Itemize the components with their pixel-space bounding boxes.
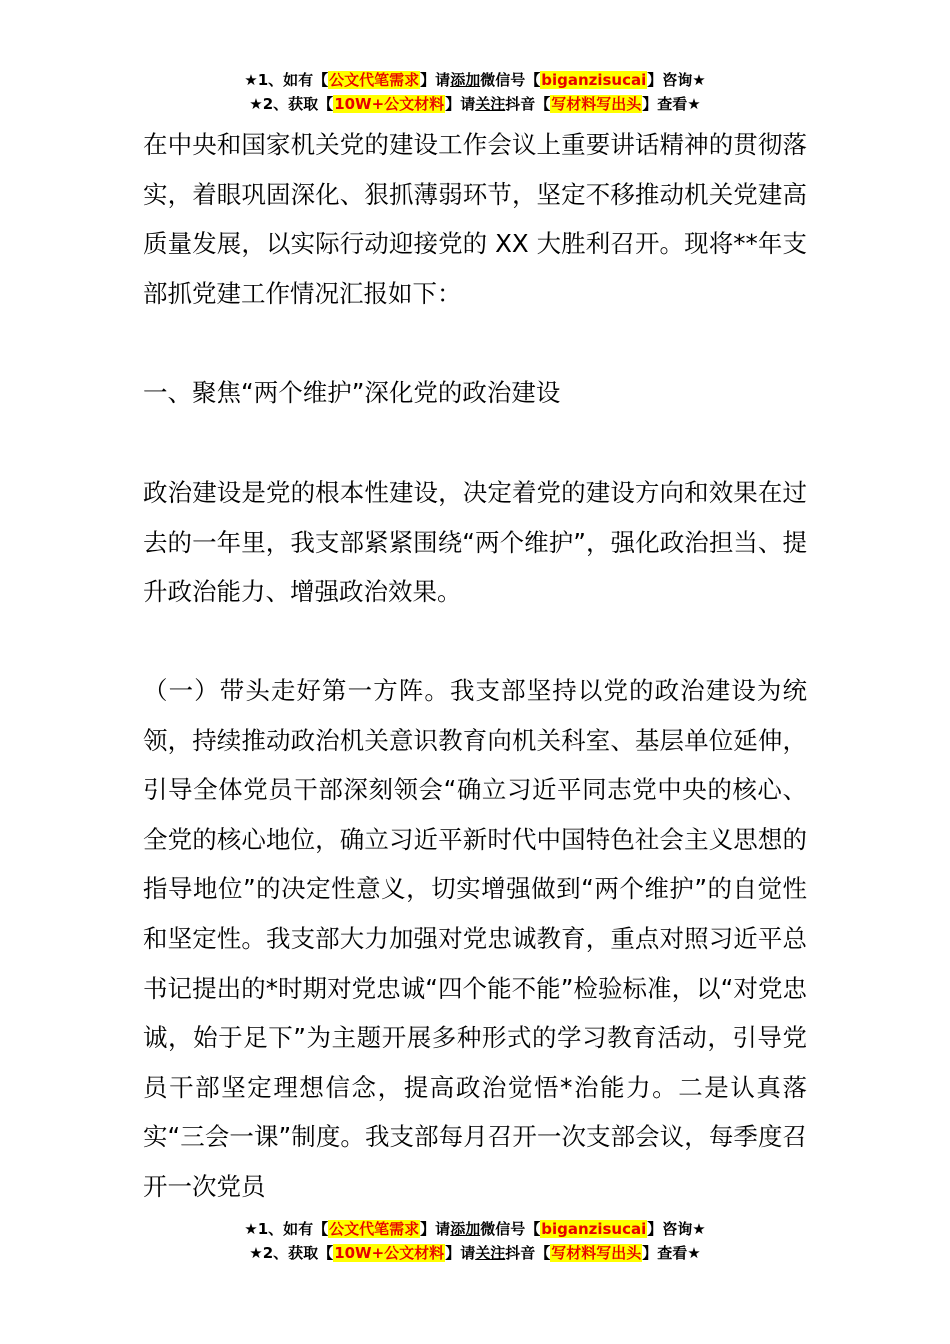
banner-underlined: 添加 <box>450 1220 481 1238</box>
banner-line-2 <box>0 92 950 116</box>
banner-underlined: 添加 <box>450 71 481 89</box>
banner-text: 微信号【 <box>480 71 541 89</box>
banner-text: 抖音【 <box>505 95 551 113</box>
footer-banner <box>0 1217 950 1265</box>
banner-text: 】请 <box>445 95 476 113</box>
banner-text: ★2、获取【 <box>249 1244 334 1262</box>
banner-highlight: 写材料写出头 <box>551 95 642 113</box>
banner-highlight: 10W+公文材料 <box>334 1244 445 1262</box>
banner-text: 】请 <box>420 71 451 89</box>
section-heading-text: 一、聚焦“两个维护”深化党的政治建设 <box>143 378 561 407</box>
banner-text: 微信号【 <box>480 1220 541 1238</box>
banner-text: 】咨询★ <box>647 1220 706 1238</box>
banner-text: 抖音【 <box>505 1244 551 1262</box>
banner-text: 】咨询★ <box>647 71 706 89</box>
banner-text: 】请 <box>445 1244 476 1262</box>
banner-highlight: biganzisucai <box>541 1220 647 1238</box>
banner-underlined: 关注 <box>475 95 506 113</box>
banner-underlined: 关注 <box>475 1244 506 1262</box>
banner-line-1 <box>0 1217 950 1241</box>
banner-highlight: biganzisucai <box>541 71 647 89</box>
banner-line-2 <box>0 1241 950 1265</box>
banner-text: 】请 <box>420 1220 451 1238</box>
banner-text: ★1、如有【 <box>244 71 329 89</box>
header-banner <box>0 68 950 116</box>
banner-highlight: 10W+公文材料 <box>334 95 445 113</box>
body-paragraph-1 <box>143 468 807 617</box>
paragraph-text: 政治建设是党的根本性建设，决定着党的建设方向和效果在过去的一年里，我支部紧紧围绕“两个维护”，强化政治担当、提升政治能力、增强政治效果。 <box>143 478 807 607</box>
paragraph-text: （一）带头走好第一方阵。我支部坚持以党的政治建设为统领，持续推动政治机关意识教育向机关科室、基层单位延伸，引导全体党员干部深刻领会“确立习近平同志党中央的核心、全党的核心地位，确立习近平新时代中国特色社会主义思想的指导地位”的决定性意义，切实增强做到“两个维护”的自觉性和坚定性。我支部大力加强对党忠诚教育，重点对照习近平总书记提出的*时期对党忠诚“四个能不能”检验标准，以“对党忠诚，始于足下”为主题开展多种形式的学习教育活动，引导党员干部坚定理想信念，提高政治觉悟*治能力。二是认真落实“三会一课”制度。我支部每月召开一次支部会议，每季度召开一次党员 <box>143 676 807 1201</box>
intro-text: 在中央和国家机关党的建设工作会议上重要讲话精神的贯彻落实，着眼巩固深化、狠抓薄弱环节，坚定不移推动机关党建高质量发展，以实际行动迎接党的 XX 大胜利召开。现将**年支部抓党建工作情况汇报如下： <box>143 130 807 308</box>
banner-highlight: 公文代笔需求 <box>329 1220 420 1238</box>
banner-text: ★2、获取【 <box>249 95 334 113</box>
banner-line-1 <box>0 68 950 92</box>
banner-text: ★1、如有【 <box>244 1220 329 1238</box>
banner-text: 】查看★ <box>642 1244 701 1262</box>
banner-highlight: 公文代笔需求 <box>329 71 420 89</box>
banner-text: 】查看★ <box>642 95 701 113</box>
intro-paragraph <box>143 120 807 318</box>
body-paragraph-2 <box>143 666 807 1212</box>
banner-highlight: 写材料写出头 <box>551 1244 642 1262</box>
section-heading <box>143 368 807 418</box>
